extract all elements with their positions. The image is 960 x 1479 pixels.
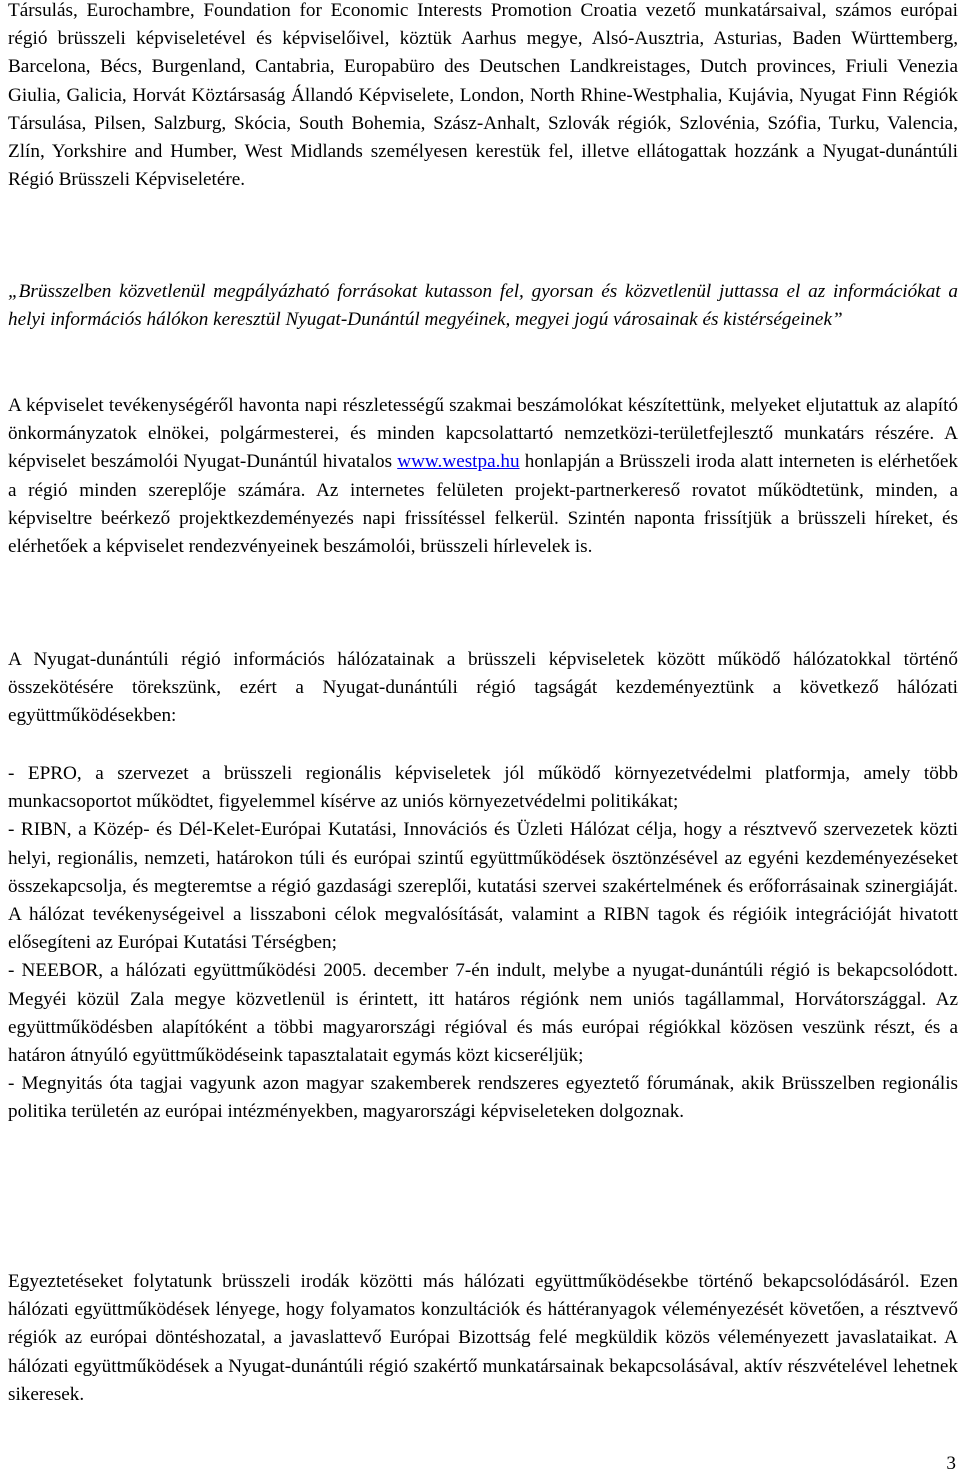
paragraph-networks-intro: A Nyugat-dunántúli régió információs hálózatainak a brüsszeli képviseletek között működő hálózatokkal történő összekötésére törekszünk, ezért a Nyugat-dunántúli régió tagságát kezdeményeztünk a következő hálózati együttműködésekben: <box>8 649 958 727</box>
paragraph-reports <box>8 392 958 561</box>
paragraph-reports-text-before: A képviselet tevékenységéről havonta napi részletességű szakmai beszámolókat készítettünk, melyeket eljutattuk az alapító önkormányzatok elnökei, polgármesterei, és minden kapcsolattartó nemzetközi-területfejlesztő munkatárs részére. A képviselet beszámolói Nyugat-Dunántúl hivatalos <box>8 395 958 473</box>
mission-quote: „Brüsszelben közvetlenül megpályázható forrásokat kutasson fel, gyorsan és közvetlenül juttassa el az információkat a helyi információs hálókon keresztül Nyugat-Dunántúl megyéinek, megyei jogú városainak és kistérségeinek” <box>8 281 958 331</box>
paragraph-consultations: Egyeztetéseket folytatunk brüsszeli irodák közötti más hálózati együttműködésekbe történő bekapcsolódásáról. Ezen hálózati együttműködések lényege, hogy folyamatos konzultációk és háttéranyagok véleményezését követően, a résztvevő régiók az európai döntéshozatal, a javaslattevő Európai Bizottság felé megküldik közös véleményezett javaslataikat. A hálózati együttműködések a Nyugat-dunántúli régió szakértő munkatársainak bekapcsolásával, aktív részvételével lehetnek sikeresek. <box>8 1271 958 1405</box>
list-item-neebor: - NEEBOR, a hálózati együttműködési 2005. december 7-én indult, melybe a nyugat-dunántúli régió is bekapcsolódott. Megyéi közül Zala megye közvetlenül is érintett, itt határos régiónk nem uniós tagállammal, Horvátországgal. Az együttműködésben alapítóként a többi magyarországi régióval és más európai régiókkal közösen veszünk részt, és a határon átnyúló együttműködéseink tapasztalatait egymás közt kicseréljük; <box>8 960 958 1067</box>
page-number: 3 <box>946 1453 956 1474</box>
network-list <box>8 760 958 1127</box>
westpa-link[interactable]: www.westpa.hu <box>397 451 520 473</box>
list-item-epro: - EPRO, a szervezet a brüsszeli regionális képviseletek jól működő környezetvédelmi platformja, amely több munkacsoportot működtet, figyelemmel kísérve az uniós környezetvédelmi politikákat; <box>8 763 958 813</box>
paragraph-reports-text-after: honlapján a Brüsszeli iroda alatt interneten is elérhetőek a régió minden szereplője számára. Az internetes felületen projekt-partnerkereső rovatot működtetünk, minden, a képviseltre beérkező projektkezdeményezés napi frissítéssel felkerül. Szintén naponta frissítjük a brüsszeli híreket, és elérhetőek a képviselet rendezvényeinek beszámolói, brüsszeli hírlevelek is. <box>8 451 959 558</box>
paragraph-partners: Társulás, Eurochambre, Foundation for Economic Interests Promotion Croatia vezető munkatársaival, számos európai régió brüsszeli képviseletével és képviselőivel, köztük Aarhus megye, Alsó-Ausztria, Asturias, Baden Württemberg, Barcelona, Bécs, Burgenland, Cantabria, Europabüro des Deutschen Landkreistages, Dutch provinces, Friuli Venezia Giulia, Galicia, Horvát Köztársaság Állandó Képviselete, London, North Rhine-Westphalia, Kujávia, Nyugat Finn Régiók Társulása, Pilsen, Salzburg, Skócia, South Bohemia, Szász-Anhalt, Szlovák régiók, Szlovénia, Szófia, Turku, Valencia, Zlín, Yorkshire and Humber, West Midlands személyesen kerestük fel, illetve ellátogattak hozzánk a Nyugat-dunántúli Régió Brüsszeli Képviseletére. <box>8 0 958 191</box>
list-item-forum: - Megnyitás óta tagjai vagyunk azon magyar szakemberek rendszeres egyeztető fórumának, akik Brüsszelben regionális politika területén az európai intézményekben, magyarországi képviseleteken dolgoznak. <box>8 1073 958 1123</box>
list-item-ribn: - RIBN, a Közép- és Dél-Kelet-Európai Kutatási, Innovációs és Üzleti Hálózat célja, hogy a résztvevő szervezetek közti helyi, regionális, nemzeti, határokon túli és európai szintű együttműködések ösztönzésével az egyéni kezdeményezéseket összekapcsolja, és megteremtse a régió gazdasági szereplői, kutatási szervei szakértelmének és erőforrásainak szinergiáját. A hálózat tevékenységeivel a lisszaboni célok megvalósítását, valamint a RIBN tagok és régióik integrációját hivatott elősegíteni az Európai Kutatási Térségben; <box>8 819 958 954</box>
